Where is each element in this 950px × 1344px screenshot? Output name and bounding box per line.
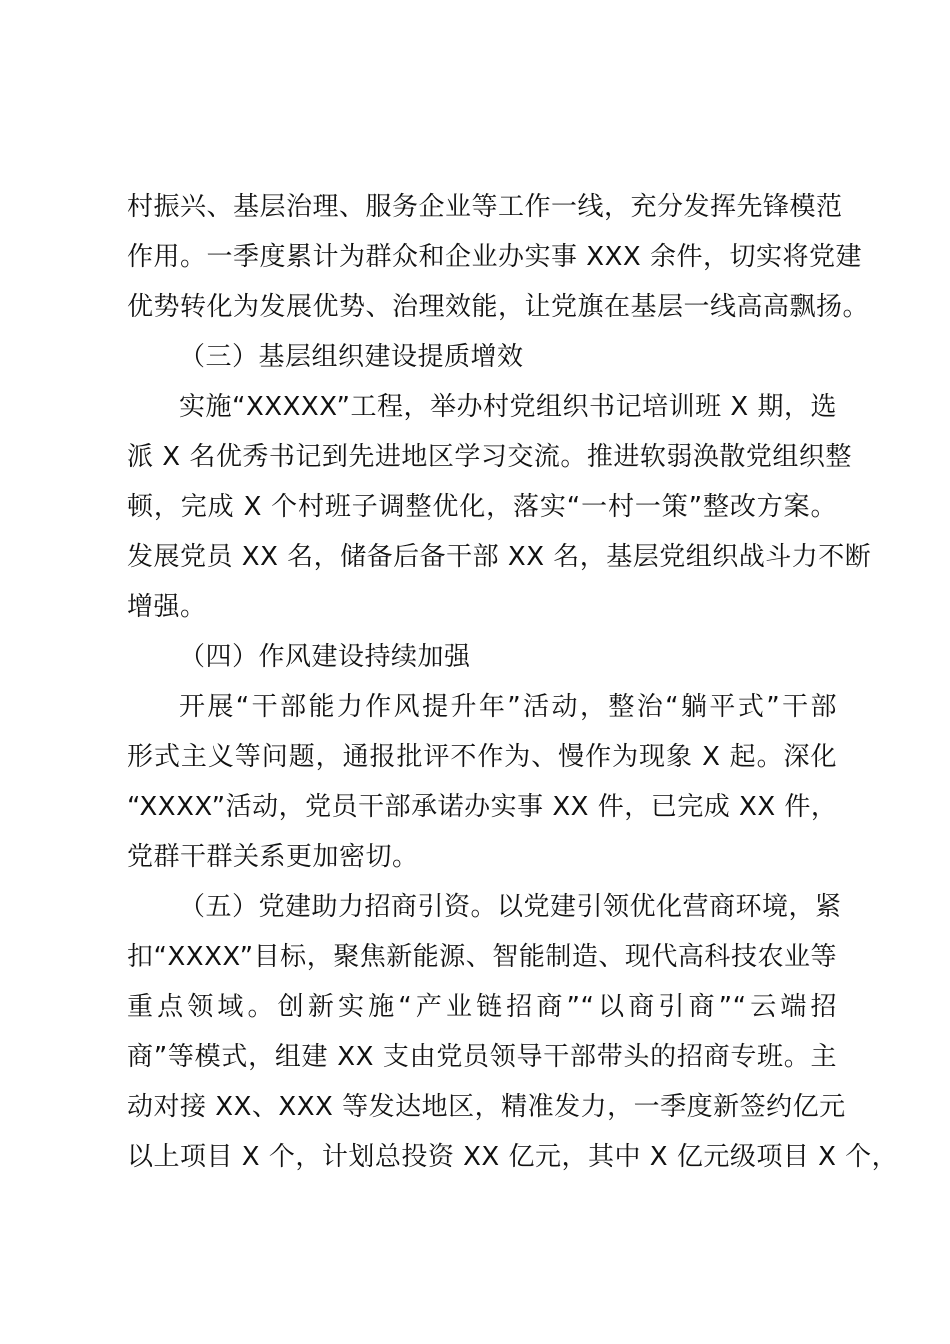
paragraph-line: “XXXX”活动，党员干部承诺办实事 XX 件，已完成 XX 件， [127,792,838,822]
paragraph-line: 实施“XXXXX”工程，举办村党组织书记培训班 X 期，选 [179,392,837,422]
paragraph-line: 村振兴、基层治理、服务企业等工作一线，充分发挥先锋模范 [127,192,843,222]
section-heading-four: （四）作风建设持续加强 [179,642,471,672]
paragraph-line: 作用。一季度累计为群众和企业办实事 XXX 余件，切实将党建 [127,242,862,272]
paragraph-line: 派 X 名优秀书记到先进地区学习交流。推进软弱涣散党组织整 [127,442,852,472]
paragraph-line: 开展“干部能力作风提升年”活动，整治“躺平式”干部 [179,692,837,722]
paragraph-line: 优势转化为发展优势、治理效能，让党旗在基层一线高高飘扬。 [127,292,870,322]
paragraph-line: 顿，完成 X 个村班子调整优化，落实“一村一策”整改方案。 [127,492,837,522]
paragraph-line-section-five: （五）党建助力招商引资。以党建引领优化营商环境，紧 [179,892,842,922]
paragraph-line: 以上项目 X 个，计划总投资 XX 亿元，其中 X 亿元级项目 X 个， [127,1142,899,1172]
paragraph-line: 党群干群关系更加密切。 [127,842,419,872]
paragraph-line: 重点领域。创新实施“产业链招商”“以商引商”“云端招 [127,992,837,1022]
section-heading-three: （三）基层组织建设提质增效 [179,342,524,372]
paragraph-line: 扣“XXXX”目标，聚焦新能源、智能制造、现代高科技农业等 [127,942,837,972]
paragraph-line: 商”等模式，组建 XX 支由党员领导干部带头的招商专班。主 [127,1042,837,1072]
paragraph-line: 动对接 XX、XXX 等发达地区，精准发力，一季度新签约亿元 [127,1092,846,1122]
document-body [127,182,899,1182]
paragraph-line: 形式主义等问题，通报批评不作为、慢作为现象 X 起。深化 [127,742,837,772]
paragraph-line: 发展党员 XX 名，储备后备干部 XX 名，基层党组织战斗力不断 [127,542,872,572]
paragraph-line: 增强。 [127,592,207,622]
